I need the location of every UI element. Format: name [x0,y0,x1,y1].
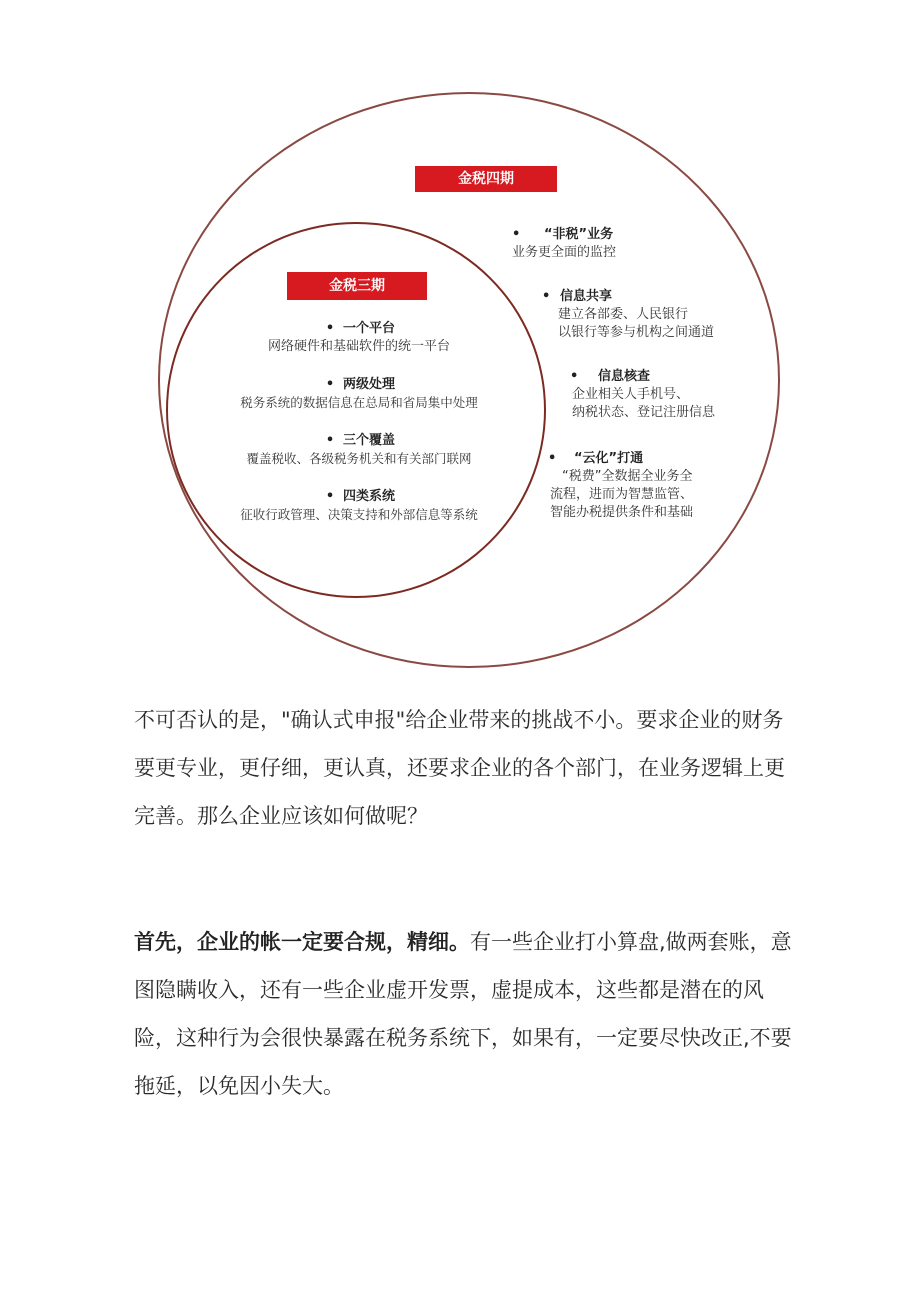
item-title: “云化”打通 [574,451,644,466]
paragraph-lead-bold: 首先，企业的帐一定要合规，精细。 [134,930,470,954]
bullet-icon: • [542,289,551,304]
bullet-icon: • [325,433,335,448]
item-title: 两级处理 [342,377,395,392]
item-title: 信息核查 [598,369,651,384]
bullet-icon: • [512,227,521,242]
item-title: 四类系统 [342,489,395,504]
item-line: 覆盖税收、各级税务机关和有关部门联网 [246,451,472,466]
item-line: 征收行政管理、决策支持和外部信息等系统 [240,507,478,522]
item-line: 流程，进而为智慧监管、 [550,487,694,502]
bullet-icon: • [548,451,557,466]
bullet-icon: • [325,489,335,504]
item-line: 业务更全面的监控 [512,245,617,260]
paragraph-compliance [134,918,796,1110]
item-line: 企业相关人手机号、 [572,387,690,402]
phase4-item-nontax [512,226,616,262]
phase4-item-cloud [548,450,693,522]
paragraph-intro: 不可否认的是，"确认式申报"给企业带来的挑战不小。要求企业的财务要更专业，更仔细，更认真，还要求企业的各个部门，在业务逻辑上更完善。那么企业应该如何做呢？ [134,708,785,828]
item-line: 税务系统的数据信息在总局和省局集中处理 [240,395,478,410]
bullet-icon: • [325,377,335,392]
paragraph-body: 有一些企业打小算盘,做两套账，意图隐瞒收入，还有一些企业虚开发票，虚提成本，这些都是潜在的风险，这种行为会很快暴露在税务系统下，如果有，一定要尽快改正,不要拖延，以免因小失大。 [134,930,792,1098]
item-line: 网络硬件和基础软件的统一平台 [267,339,450,354]
item-line: 纳税状态、登记注册信息 [572,405,716,420]
item-line: 以银行等参与机构之间通道 [558,325,715,340]
item-title: 信息共享 [560,289,613,304]
phase3-item-four-systems [196,488,522,524]
phase3-item-three-coverage [196,432,522,468]
phase4-item-info-sharing [542,288,714,342]
item-line: 建立各部委、人民银行 [558,307,689,322]
bullet-icon: • [570,369,579,384]
bullet-icon: • [325,321,335,336]
phase3-item-platform [196,320,522,356]
phase3-label: 金税三期 [287,272,427,300]
phase3-item-two-level [196,376,522,412]
item-title: “非税”业务 [544,227,614,242]
item-line: 智能办税提供条件和基础 [550,505,694,520]
item-line: “税费”全数据全业务全 [562,469,693,484]
phase4-label: 金税四期 [415,166,557,192]
phase4-item-info-verify [570,368,715,422]
item-title: 一个平台 [342,321,395,336]
item-title: 三个覆盖 [342,433,395,448]
